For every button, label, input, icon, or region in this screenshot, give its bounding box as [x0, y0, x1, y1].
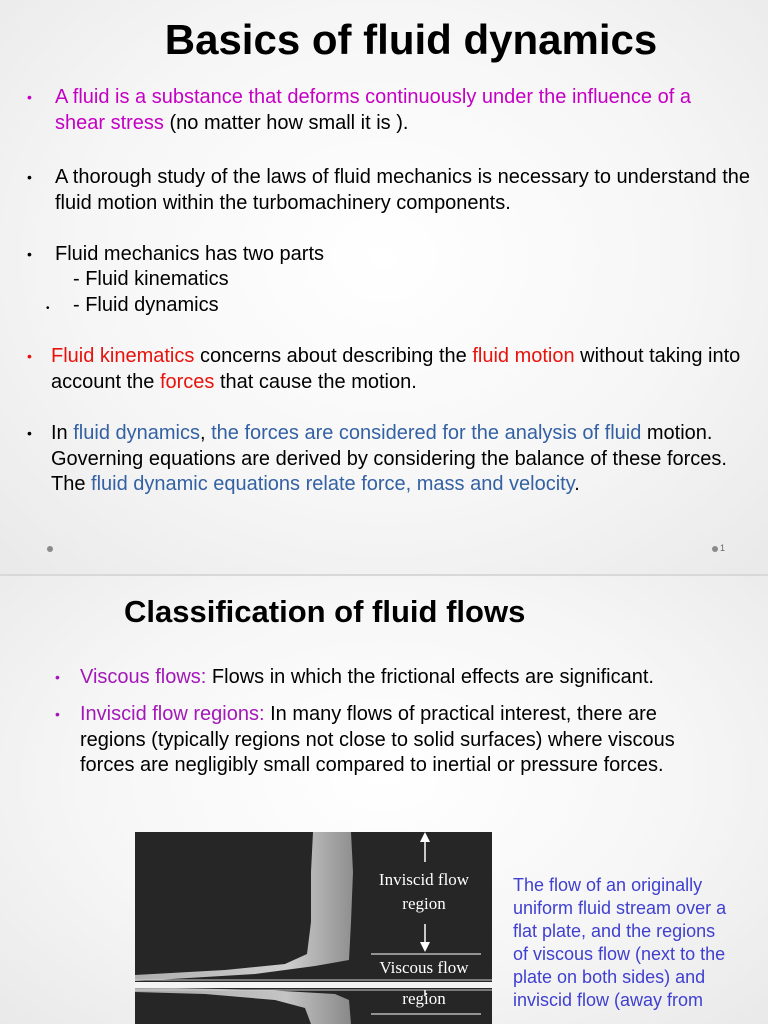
- kinematics-text-2: without taking into account the: [51, 345, 741, 393]
- dynamics-text-1: In: [51, 422, 74, 444]
- viscous-flows-text: Flows in which the frictional effects are significant.: [206, 666, 654, 688]
- bullet-inviscid-regions: [80, 702, 720, 779]
- term-fluid-kinematics: Fluid kinematics: [51, 345, 195, 367]
- term-forces-considered: the forces are considered for the analysis of fluid: [211, 422, 642, 444]
- dynamics-text-2: ,: [199, 422, 212, 444]
- bullet-marker: •: [55, 669, 60, 685]
- bullet-two-parts: Fluid mechanics has two parts: [55, 243, 325, 265]
- bullet-marker: •: [27, 348, 32, 364]
- dynamics-text-3: motion. Governing equations are derived by considering the balance of these forces. The: [51, 422, 727, 495]
- fluid-definition-note: (no matter how small it is ).: [163, 111, 409, 134]
- bullet-fluid-kinematics: [51, 344, 751, 395]
- slide-nav-dot-left: [47, 546, 53, 552]
- viscous-label-line2: region: [402, 989, 446, 1008]
- bullet-marker: •: [27, 169, 32, 185]
- kinematics-text-1: concerns about describing the: [194, 345, 473, 367]
- bullet-fluid-dynamics: [51, 421, 751, 498]
- viscous-label-line1: Viscous flow: [379, 958, 469, 977]
- kinematics-text-3: that cause the motion.: [214, 370, 417, 393]
- bullet-marker: •: [46, 303, 50, 314]
- figure-caption: The flow of an originally uniform fluid stream over a flat plate, and the regions of viscous flow (next to the plate on both sides) and inviscid flow (away from: [513, 875, 727, 1010]
- inviscid-label-line1: Inviscid flow: [378, 870, 470, 889]
- inviscid-regions-text: In many flows of practical interest, there are regions (typically regions not close to solid surfaces) where viscous forces are negligibly small compared to inertial or pressure forces.: [80, 703, 675, 776]
- slide-1-title: Basics of fluid dynamics: [164, 16, 658, 63]
- term-forces: forces: [159, 370, 215, 393]
- term-fluid-dynamics: fluid dynamics: [73, 422, 200, 444]
- inviscid-label-line2: region: [402, 894, 446, 913]
- dynamics-text-4: .: [574, 473, 580, 495]
- sub-item-fluid-dynamics: - Fluid dynamics: [73, 294, 219, 316]
- bullet-marker: •: [55, 706, 60, 722]
- slide-2: [0, 576, 768, 1024]
- sub-item-fluid-kinematics: - Fluid kinematics: [73, 268, 229, 290]
- fluid-definition-text: A fluid is a substance that deforms continuously under the influence of a shear stress: [55, 86, 691, 134]
- term-fluid-dynamic-equations: fluid dynamic equations relate force, mass and velocity: [91, 473, 575, 495]
- page-number: 1: [720, 543, 726, 553]
- slide-2-title: Classification of fluid flows: [124, 594, 526, 629]
- bullet-viscous-flows: [80, 665, 730, 691]
- bullet-marker: •: [27, 246, 32, 262]
- slide-nav-dot-right: [712, 546, 718, 552]
- term-fluid-motion: fluid motion: [472, 345, 575, 367]
- bullet-marker: •: [27, 89, 32, 105]
- term-inviscid-regions: Inviscid flow regions:: [80, 703, 265, 725]
- bullet-marker: •: [27, 425, 32, 441]
- bullet-fluid-definition: [55, 85, 745, 136]
- term-viscous-flows: Viscous flows:: [80, 666, 207, 688]
- bullet-thorough-study: A thorough study of the laws of fluid mechanics is necessary to understand the fluid motion within the turbomachinery components.: [55, 166, 750, 214]
- flat-plate-flow-figure: [135, 832, 492, 1024]
